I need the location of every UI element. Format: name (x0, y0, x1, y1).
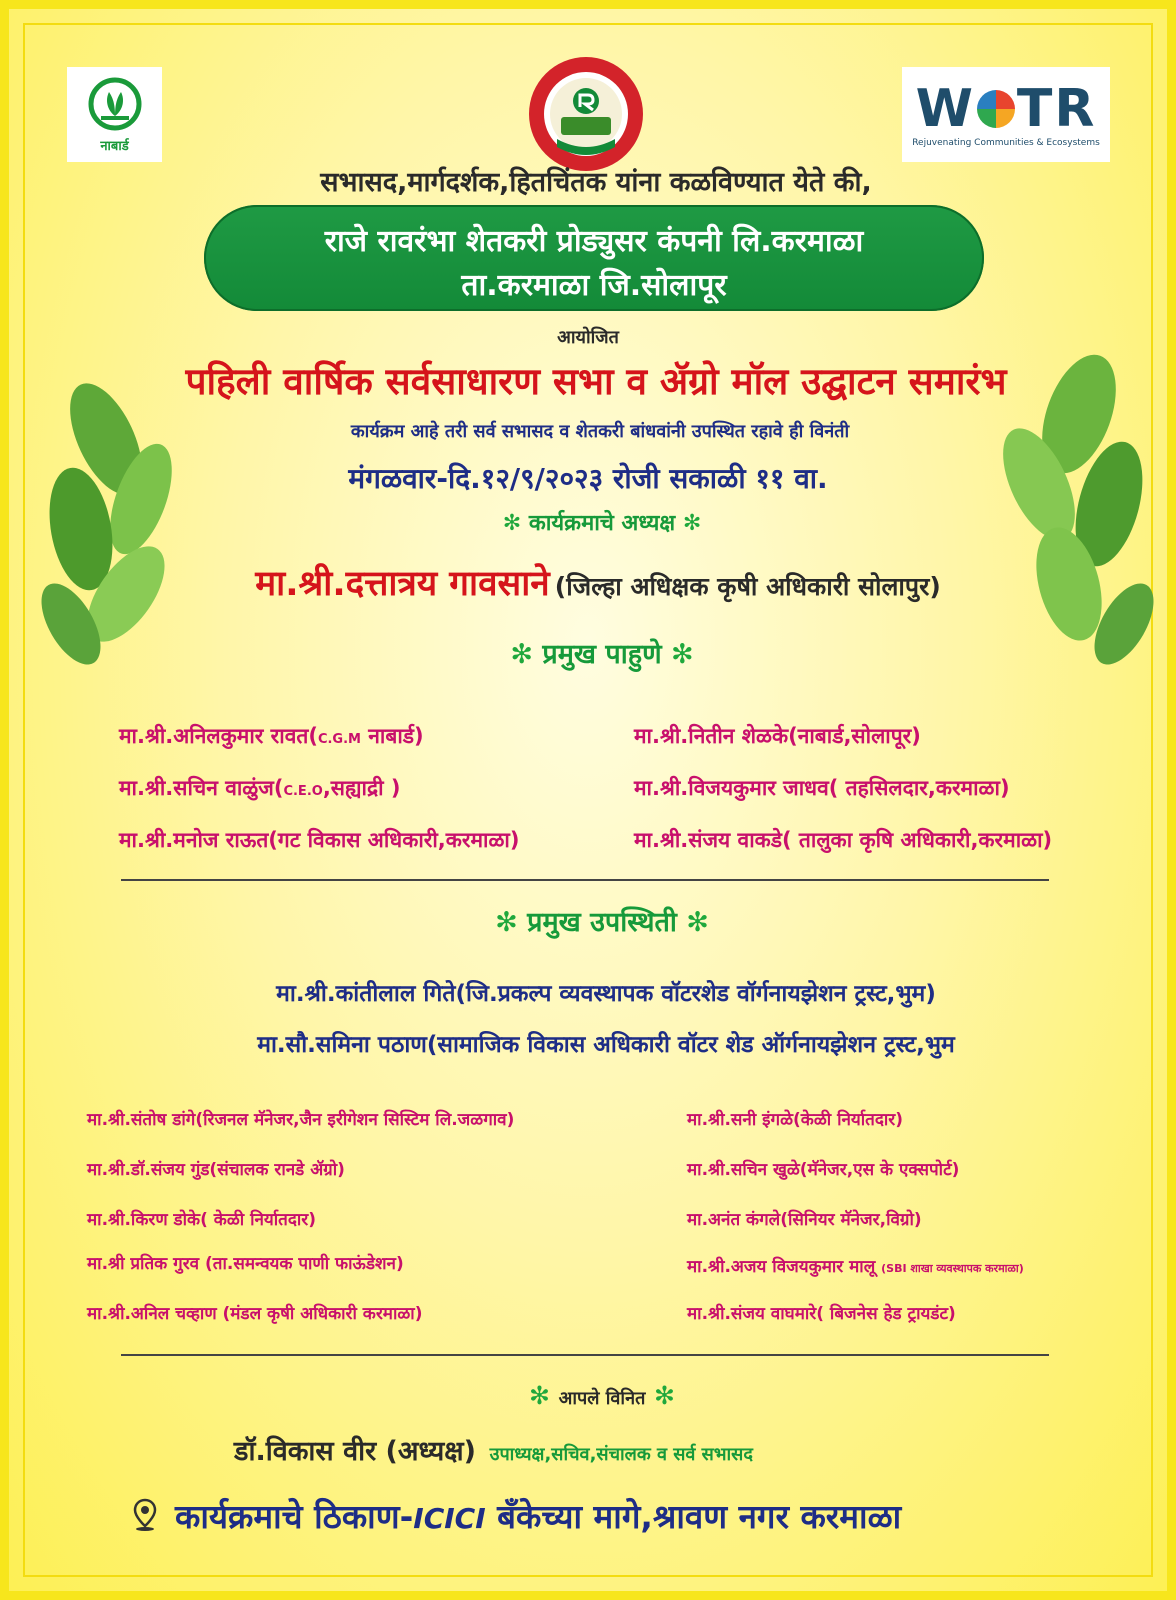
company-name-line2: ता.करमाळा जि.सोलापूर (461, 268, 727, 303)
president-designation: (जिल्हा अधिक्षक कृषी अधिकारी सोलापुर) (554, 572, 941, 601)
greeting-line: सभासद,मार्गदर्शक,हितचिंतक यांना कळविण्यात येते की, (320, 167, 872, 198)
signatory-line (234, 1431, 753, 1468)
green-star-icon: ✻ (529, 1381, 559, 1410)
company-name-banner (204, 205, 984, 311)
wotr-wordmark: W TR (915, 78, 1097, 139)
wotr-tagline: Rejuvenating Communities & Ecosystems (912, 137, 1100, 148)
presence-left-2: मा.श्री.डॉ.संजय गुंड(संचालक रानडे ॲग्रो) (87, 1160, 345, 1180)
divider (121, 1354, 1049, 1356)
presence-main-1: मा.श्री.कांतीलाल गिते(जि.प्रकल्प व्यवस्थापक वॉटरशेड वॉर्गनायझेशन ट्रस्ट,भुम) (276, 981, 936, 1007)
presence-left-1: मा.श्री.संतोष डांगे(रिजनल मॅनेजर,जैन इरीगेशन सिस्टिम लि.जळगाव) (87, 1110, 515, 1130)
president-line (9, 559, 1176, 606)
green-star-icon: ✻ (502, 511, 529, 536)
presence-right-3: मा.अनंत कंगले(सिनियर मॅनेजर,विग्रो) (687, 1210, 922, 1230)
green-star-icon: ✻ (645, 1381, 675, 1410)
sbi-note: (SBI शाखा व्यवस्थापक करमाळा) (881, 1262, 1024, 1275)
presence-left-4: मा.श्री प्रतिक गुरव (ता.समन्वयक पाणी फाऊंडेशन) (87, 1254, 404, 1274)
chief-guest-left-1: मा.श्री.अनिलकुमार रावत(C.G.M नाबार्ड) (119, 724, 424, 748)
chief-guest-right-1: मा.श्री.नितीन शेळके(नाबार्ड,सोलापूर) (634, 724, 921, 748)
chief-guests-heading: ✻ प्रमुख पाहुणे ✻ (510, 639, 694, 670)
chief-guest-right-2: मा.श्री.विजयकुमार जाधव( तहसिलदार,करमाळा) (634, 776, 1010, 800)
event-datetime: मंगळवार-दि.१२/९/२०२३ रोजी सकाळी ११ वा. (348, 462, 828, 495)
presence-right-2: मा.श्री.सचिन खुळे(मॅनेजर,एस के एक्सपोर्ट) (687, 1160, 960, 1180)
wotr-globe-icon (977, 90, 1015, 128)
wotr-logo (902, 67, 1110, 162)
divider (121, 879, 1049, 881)
chief-guest-right-3: मा.श्री.संजय वाकडे( तालुका कृषि अधिकारी,करमाळा) (634, 828, 1053, 852)
green-star-icon: ✻ (495, 907, 528, 938)
presence-left-3: मा.श्री.किरण डोके( केळी निर्यातदार) (87, 1210, 317, 1230)
event-title: पहिली वार्षिक सर्वसाधारण सभा व ॲग्रो मॉल उद्घाटन समारंभ (185, 360, 1007, 403)
green-star-icon: ✻ (510, 639, 543, 670)
president-name: मा.श्री.दत्तात्रय गावसाने (255, 564, 550, 604)
president-heading: ✻ कार्यक्रमाचे अध्यक्ष ✻ (502, 511, 702, 536)
presence-main-2: मा.सौ.समिना पठाण(सामाजिक विकास अधिकारी वॉटर शेड ऑर्गनायझेशन ट्रस्ट,भुम (257, 1032, 955, 1058)
presence-heading: ✻ प्रमुख उपस्थिती ✻ (495, 907, 709, 938)
map-pin-icon (133, 1498, 157, 1532)
green-star-icon: ✻ (676, 907, 709, 938)
presence-right-1: मा.श्री.सनी इंगळे(केळी निर्यातदार) (687, 1110, 904, 1130)
signatory-others: उपाध्यक्ष,सचिव,संचालक व सर्व सभासद (489, 1444, 753, 1465)
nabard-label: नाबार्ड (100, 138, 129, 154)
venue-line: कार्यक्रमाचे ठिकाण-ICICI बँकेच्या मागे,श्रावण नगर करमाळा (133, 1493, 901, 1538)
green-star-icon: ✻ (675, 511, 702, 536)
nabard-emblem-icon (87, 76, 143, 132)
chief-guest-left-2: मा.श्री.सचिन वाळुंज(C.E.O,सह्याद्री ) (119, 776, 401, 800)
presence-right-5: मा.श्री.संजय वाघमारे( बिजनेस हेड ट्रायडंट) (687, 1304, 956, 1324)
chief-guest-left-3: मा.श्री.मनोज राऊत(गट विकास अधिकारी,करमाळा) (119, 828, 520, 852)
company-name-line1: राजे रावरंभा शेतकरी प्रोड्युसर कंपनी लि.करमाळा (324, 224, 864, 259)
green-star-icon: ✻ (661, 639, 694, 670)
presence-right-4: मा.श्री.अजय विजयकुमार मालू (SBI शाखा व्यवस्थापक करमाळा) (687, 1257, 1024, 1277)
invitation-request: कार्यक्रम आहे तरी सर्व सभासद व शेतकरी बांधवांनी उपस्थित रहावे ही विनंती (350, 421, 850, 442)
nabard-logo (67, 67, 162, 162)
regards-line: ✻ आपले विनित ✻ (529, 1381, 675, 1410)
signatory-name: डॉ.विकास वीर (अध्यक्ष) (234, 1436, 477, 1467)
organised-label: आयोजित (557, 327, 619, 348)
company-seal-logo (527, 55, 645, 173)
presence-left-5: मा.श्री.अनिल चव्हाण (मंडल कृषी अधिकारी करमाळा) (87, 1304, 423, 1324)
